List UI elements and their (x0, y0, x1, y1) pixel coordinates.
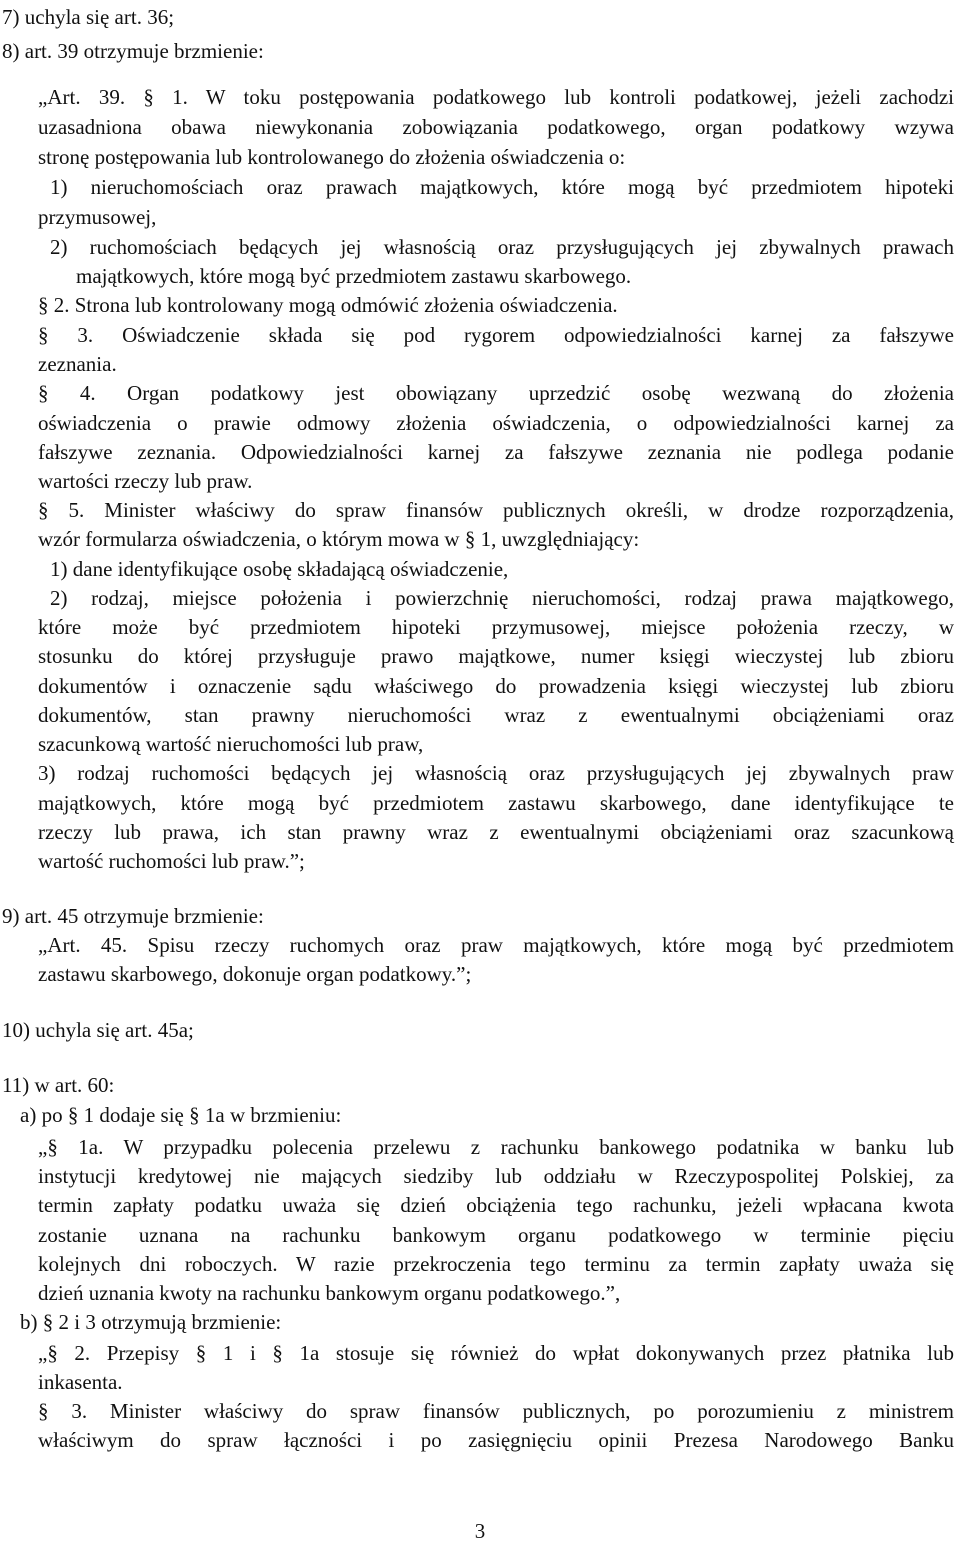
text-line: 10) uchyla się art. 45a; (2, 1018, 194, 1042)
text-line: § 3. Oświadczenie składa się pod rygorem odpowiedzialności karnej za fałszywe (38, 323, 954, 347)
text-line: 2) rodzaj, miejsce położenia i powierzchnię nieruchomości, rodzaj prawa majątkowego, (50, 586, 954, 610)
text-line: 8) art. 39 otrzymuje brzmienie: (2, 39, 264, 63)
text-line: 1) nieruchomościach oraz prawach majątkowych, które mogą być przedmiotem hipoteki (50, 175, 954, 199)
text-line: dokumentów i oznaczenie sądu właściwego do prowadzenia księgi wieczystej lub zbioru (38, 674, 954, 698)
text-line: rzeczy lub prawa, ich stan prawny wraz z ewentualnymi obciążeniami oraz szacunkową (38, 820, 954, 844)
text-line: b) § 2 i 3 otrzymują brzmienie: (20, 1310, 282, 1334)
text-line: kolejnych dni roboczych. W razie przekroczenia tego terminu za termin zapłaty uważa się (38, 1252, 954, 1276)
text-line: dzień uznania kwoty na rachunku bankowym organu podatkowego.”, (38, 1281, 621, 1305)
text-line: 2) ruchomościach będących jej własnością oraz przysługujących jej zbywalnych prawach (50, 235, 954, 259)
text-line: § 5. Minister właściwy do spraw finansów publicznych określi, w drodze rozporządzenia, (38, 498, 954, 522)
text-line: majątkowych, które mogą być przedmiotem zastawu skarbowego. (76, 264, 632, 288)
text-line: „Art. 39. § 1. W toku postępowania podatkowego lub kontroli podatkowej, jeżeli zachodzi (38, 85, 954, 109)
text-line: uzasadniona obawa niewykonania zobowiązania podatkowego, organ podatkowy wzywa (38, 115, 954, 139)
text-line: 9) art. 45 otrzymuje brzmienie: (2, 904, 264, 928)
text-line: stosunku do której przysługuje prawo majątkowe, numer księgi wieczystej lub zbioru (38, 644, 954, 668)
text-line: instytucji kredytowej nie mających siedziby lub oddziału w Rzeczypospolitej Polskiej, za (38, 1164, 954, 1188)
text-line: 3) rodzaj ruchomości będących jej własnością oraz przysługujących jej zbywalnych praw (38, 761, 954, 785)
text-line: „Art. 45. Spisu rzeczy ruchomych oraz praw majątkowych, które mogą być przedmiotem (38, 933, 954, 957)
text-line: 7) uchyla się art. 36; (2, 5, 175, 29)
text-line: wzór formularza oświadczenia, o którym mowa w § 1, uwzględniający: (38, 527, 640, 551)
text-line: termin zapłaty podatku uważa się dzień obciążenia tego rachunku, jeżeli wpłacana kwota (38, 1193, 954, 1217)
text-line: zeznania. (38, 352, 117, 376)
text-line: dokumentów, stan prawny nieruchomości wraz z ewentualnymi obciążeniami oraz (38, 703, 954, 727)
text-line: przymusowej, (38, 205, 157, 229)
text-line: inkasenta. (38, 1370, 123, 1394)
text-line: zastawu skarbowego, dokonuje organ podatkowy.”; (38, 962, 472, 986)
text-line: fałszywe zeznania. Odpowiedzialności karnej za fałszywe zeznania nie podlega podanie (38, 440, 954, 464)
text-line: wartość ruchomości lub praw.”; (38, 849, 305, 873)
text-line: oświadczenia o prawie odmowy złożenia oświadczenia, o odpowiedzialności karnej za (38, 411, 954, 435)
text-line: które może być przedmiotem hipoteki przymusowej, miejsce położenia rzeczy, w (38, 615, 954, 639)
text-line: 11) w art. 60: (2, 1073, 115, 1097)
text-line: majątkowych, które mogą być przedmiotem zastawu skarbowego, dane identyfikujące te (38, 791, 954, 815)
text-line: § 2. Strona lub kontrolowany mogą odmówić złożenia oświadczenia. (38, 293, 618, 317)
text-line: stronę postępowania lub kontrolowanego do złożenia oświadczenia o: (38, 145, 626, 169)
text-line: wartości rzeczy lub praw. (38, 469, 253, 493)
text-line: właściwym do spraw łączności i po zasięgnięciu opinii Prezesa Narodowego Banku (38, 1428, 954, 1452)
text-line: „§ 1a. W przypadku polecenia przelewu z rachunku bankowego podatnika w banku lub (38, 1135, 954, 1159)
text-line: § 3. Minister właściwy do spraw finansów publicznych, po porozumieniu z ministrem (38, 1399, 954, 1423)
text-line: 1) dane identyfikujące osobę składającą oświadczenie, (50, 557, 509, 581)
text-line: szacunkową wartość nieruchomości lub praw, (38, 732, 424, 756)
text-line: zostanie uznana na rachunku bankowym organu podatkowego w terminie pięciu (38, 1223, 954, 1247)
text-line: a) po § 1 dodaje się § 1a w brzmieniu: (20, 1103, 342, 1127)
text-line: „§ 2. Przepisy § 1 i § 1a stosuje się również do wpłat dokonywanych przez płatnika lub (38, 1341, 954, 1365)
page-number: 3 (474, 1519, 486, 1543)
text-line: § 4. Organ podatkowy jest obowiązany uprzedzić osobę wezwaną do złożenia (38, 381, 954, 405)
